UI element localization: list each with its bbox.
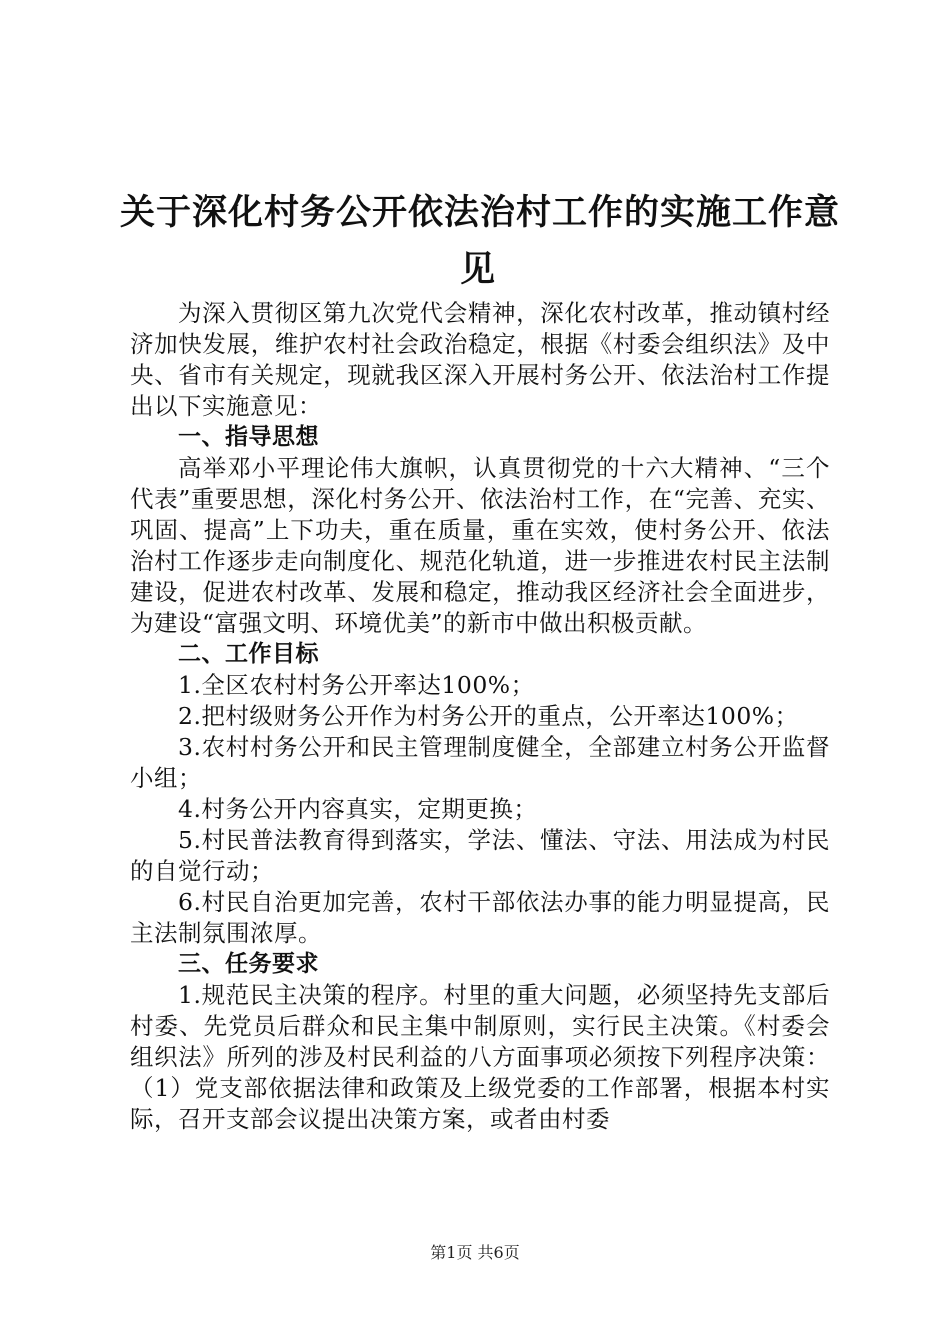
guiding-ideology-paragraph: 高举邓小平理论伟大旗帜，认真贯彻党的十六大精神、“三个代表”重要思想，深化村务公开、依法治村工作，在“完善、充实、巩固、提高”上下功夫，重在质量，重在实效，使村务公开、依法治村工作逐步走向制度化、规范化轨道，进一步推进农村民主法制建设，促进农村改革、发展和稳定，推动我区经济社会全面进步，为建设“富强文明、环境优美”的新市中做出积极贡献。 bbox=[130, 454, 830, 637]
task-item-1: 1.规范民主决策的程序。村里的重大问题，必须坚持先支部后村委、先党员后群众和民主集中制原则，实行民主决策。《村委会组织法》所列的涉及村民利益的八方面事项必须按下列程序决策：（1）党支部依据法律和政策及上级党委的工作部署，根据本村实际，召开支部会议提出决策方案，或者由村委 bbox=[130, 981, 830, 1133]
section-heading-guiding-ideology: 一、指导思想 bbox=[178, 424, 319, 450]
document-title-line-2: 见 bbox=[459, 250, 496, 290]
intro-paragraph: 为深入贯彻区第九次党代会精神，深化农村改革，推动镇村经济加快发展，维护农村社会政治稳定，根据《村委会组织法》及中央、省市有关规定，现就我区深入开展村务公开、依法治村工作提出以下实施意见： bbox=[130, 299, 830, 420]
section-heading-task-requirements: 三、任务要求 bbox=[178, 951, 319, 977]
section-heading-work-goals: 二、工作目标 bbox=[178, 641, 319, 667]
goal-item-1: 1.全区农村村务公开率达100%； bbox=[178, 671, 535, 699]
goal-item-6: 6.村民自治更加完善，农村干部依法办事的能力明显提高，民主法制氛围浓厚。 bbox=[130, 888, 830, 947]
goal-item-4: 4.村务公开内容真实，定期更换； bbox=[178, 795, 538, 823]
goal-item-5: 5.村民普法教育得到落实，学法、懂法、守法、用法成为村民的自觉行动； bbox=[130, 826, 830, 885]
goal-item-2: 2.把村级财务公开作为村务公开的重点，公开率达100%； bbox=[178, 702, 799, 730]
page-footer: 第1页 共6页 bbox=[430, 1243, 520, 1262]
document-body bbox=[130, 298, 830, 1135]
goal-item-3: 3.农村村务公开和民主管理制度健全，全部建立村务公开监督小组； bbox=[130, 733, 830, 792]
document-title-line-1: 关于深化村务公开依法治村工作的实施工作意 bbox=[120, 193, 841, 233]
